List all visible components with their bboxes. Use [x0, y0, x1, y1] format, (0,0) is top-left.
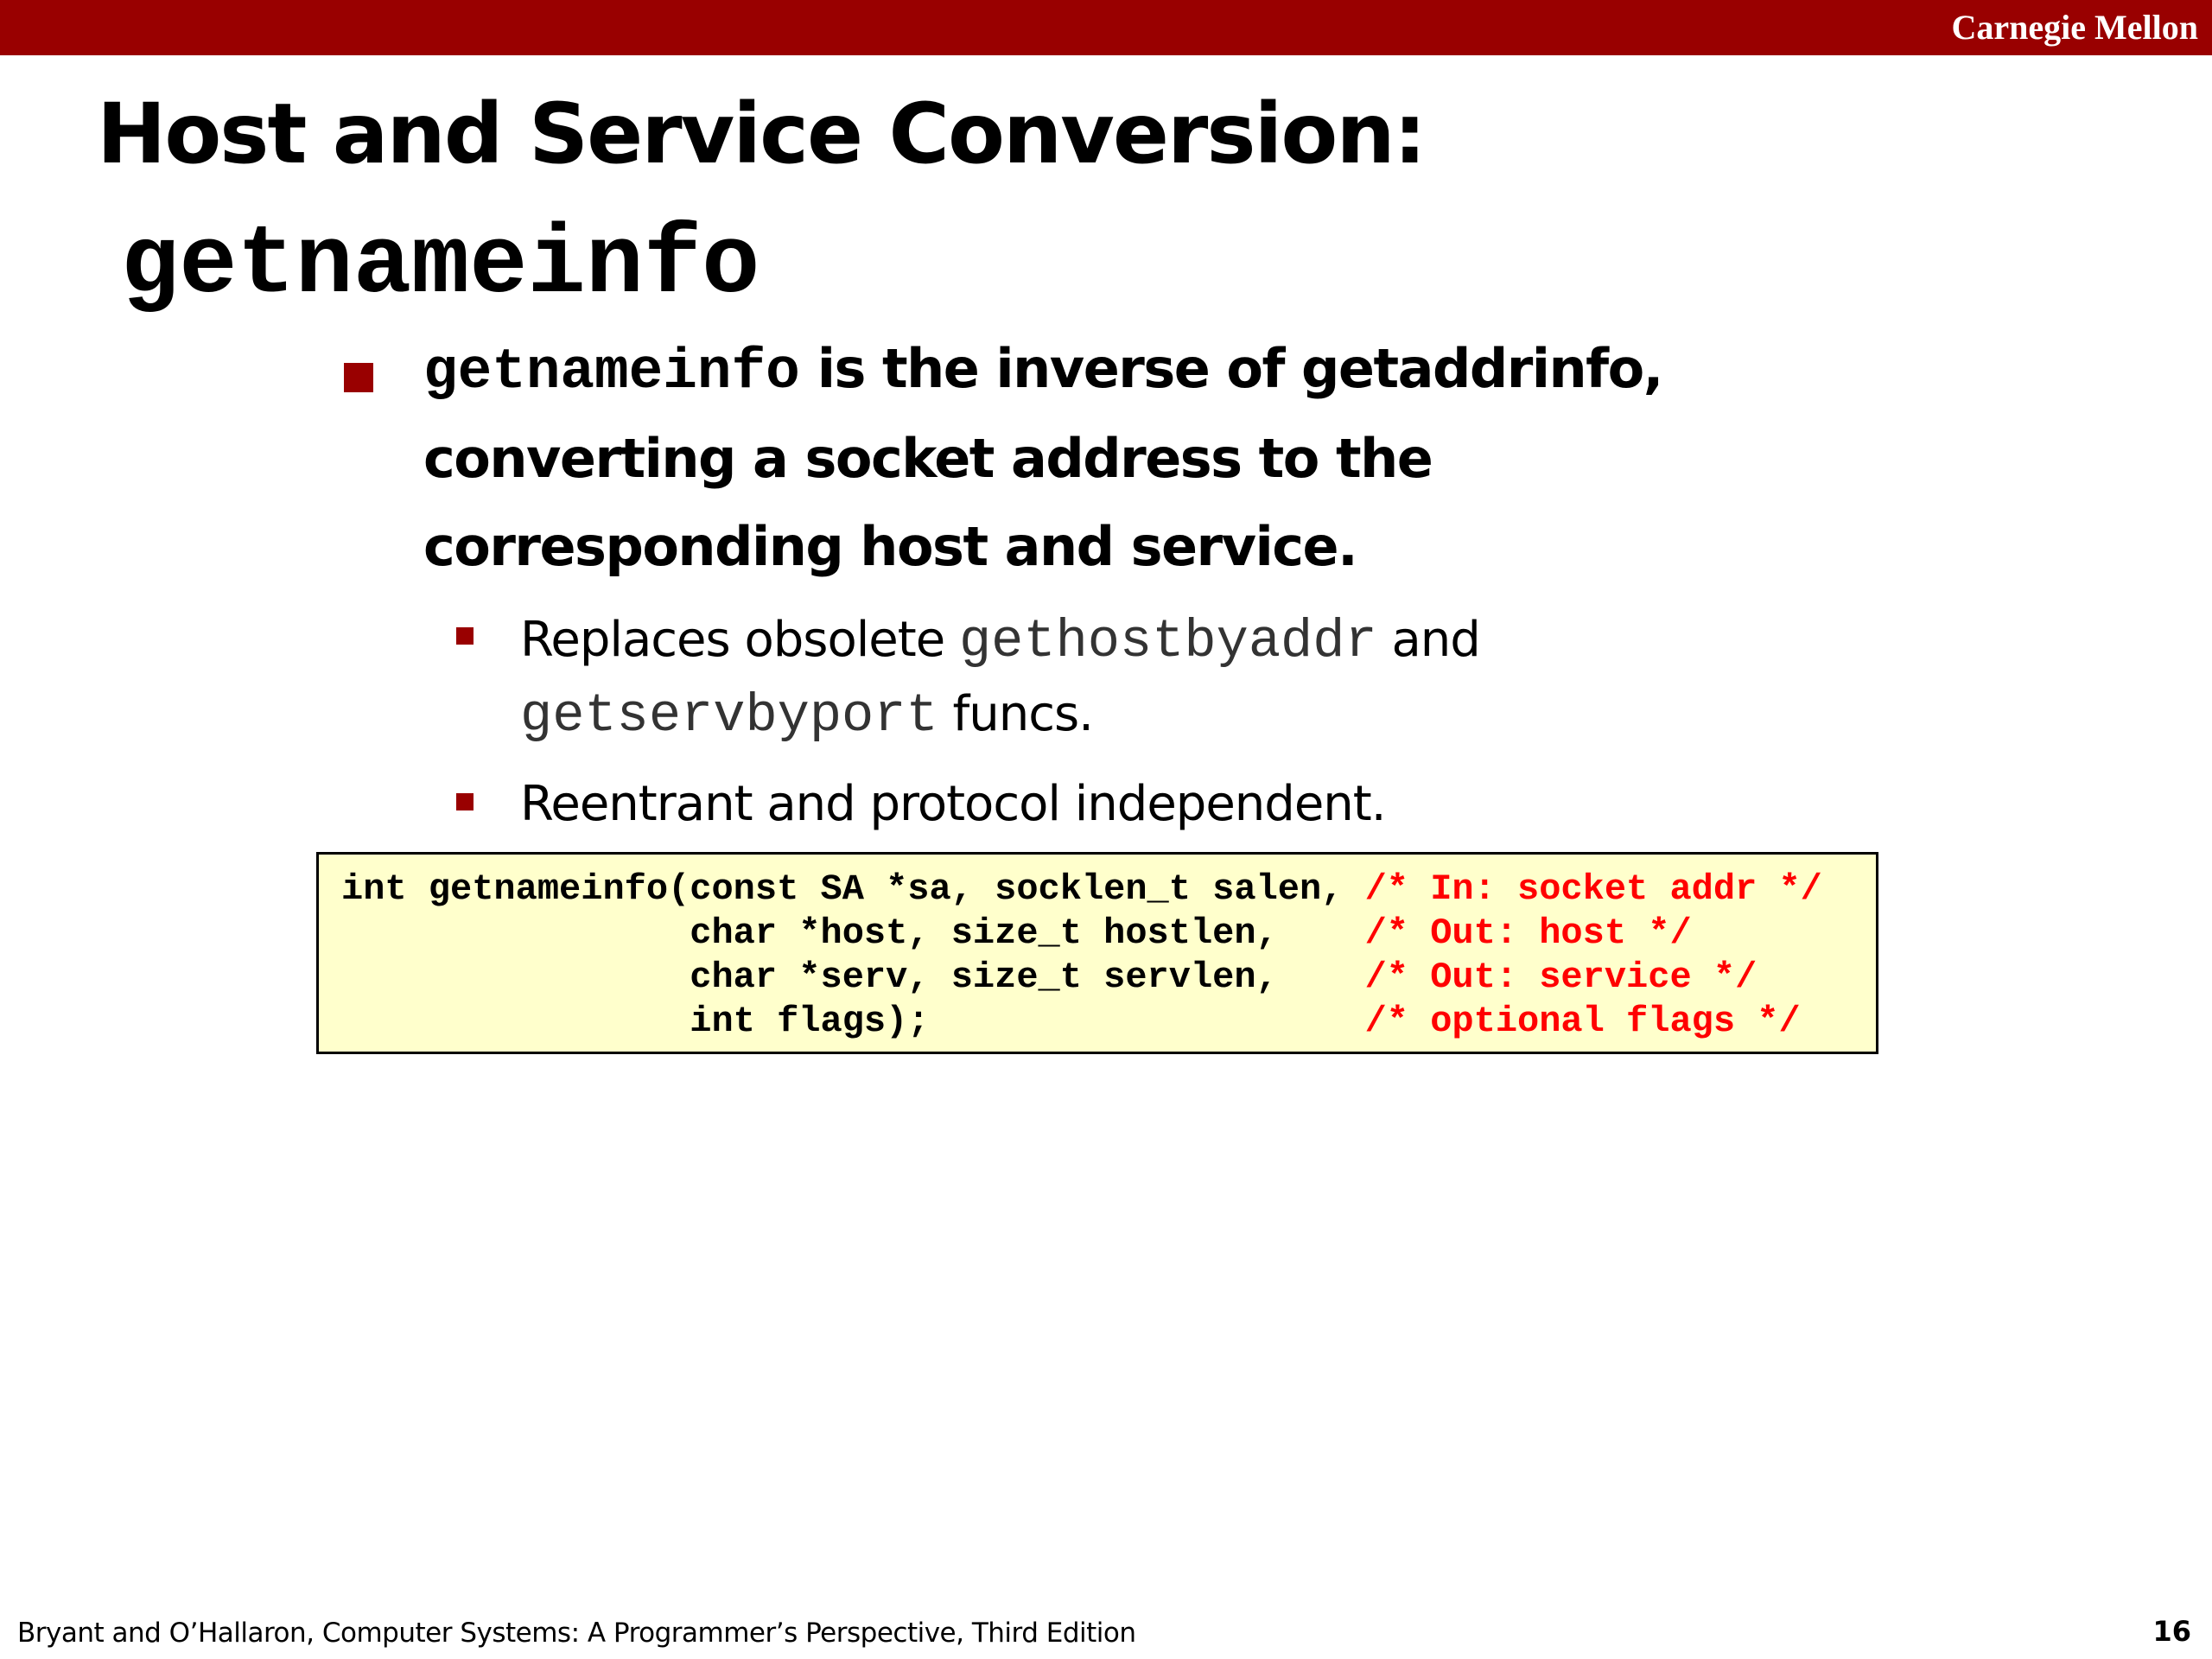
page-number: 16	[2152, 1615, 2191, 1648]
main-bullet-line2: converting a socket address to the	[423, 427, 1433, 490]
code-comment: /* optional flags */	[1364, 1001, 1801, 1042]
footer-citation: Bryant and O’Hallaron, Computer Systems: A Programmer’s Perspective, Third Edition	[17, 1618, 1136, 1649]
sub-bullet-1-code1: gethostbyaddr	[958, 611, 1377, 672]
sub-bullet-1-prefix: Replaces obsolete	[520, 612, 959, 668]
sub-bullet-square-icon	[456, 627, 474, 645]
sub-bullet-square-icon	[456, 793, 474, 810]
main-bullet-line1	[423, 325, 1662, 416]
sub-bullet-1-line2	[520, 677, 1093, 753]
code-line	[341, 999, 1801, 1044]
code-line	[341, 867, 1822, 912]
code-comment: /* Out: service */	[1364, 957, 1758, 998]
sub-bullet-2: Reentrant and protocol independent.	[520, 776, 1386, 832]
main-bullet-line3: corresponding host and service.	[423, 515, 1357, 578]
code-block	[316, 852, 1878, 1054]
sub-bullet-1-line1	[520, 603, 1480, 679]
code-comment: /* Out: host */	[1364, 912, 1692, 954]
header-bar	[0, 0, 2212, 55]
code-text: char *host, size_t hostlen,	[341, 912, 1365, 954]
slide-title: Host and Service Conversion:	[97, 86, 1426, 182]
code-text: char *serv, size_t servlen,	[341, 957, 1365, 998]
bullet-square-icon	[344, 363, 373, 392]
code-comment: /* In: socket addr */	[1364, 868, 1822, 910]
sub-bullet-1-suffix: funcs.	[938, 686, 1093, 742]
main-bullet-code: getnameinfo	[423, 340, 800, 404]
main-bullet-text1: is the inverse of getaddrinfo,	[799, 337, 1662, 400]
slide-title-code: getnameinfo	[121, 211, 760, 321]
code-text: int flags);	[341, 1001, 1365, 1042]
code-text: int getnameinfo(const SA *sa, socklen_t salen,	[341, 868, 1365, 910]
code-line	[341, 955, 1757, 1000]
sub-bullet-1-code2: getservbyport	[520, 685, 938, 747]
code-line	[341, 911, 1692, 956]
brand-label: Carnegie Mellon	[1951, 8, 2198, 47]
sub-bullet-1-mid: and	[1376, 612, 1480, 668]
